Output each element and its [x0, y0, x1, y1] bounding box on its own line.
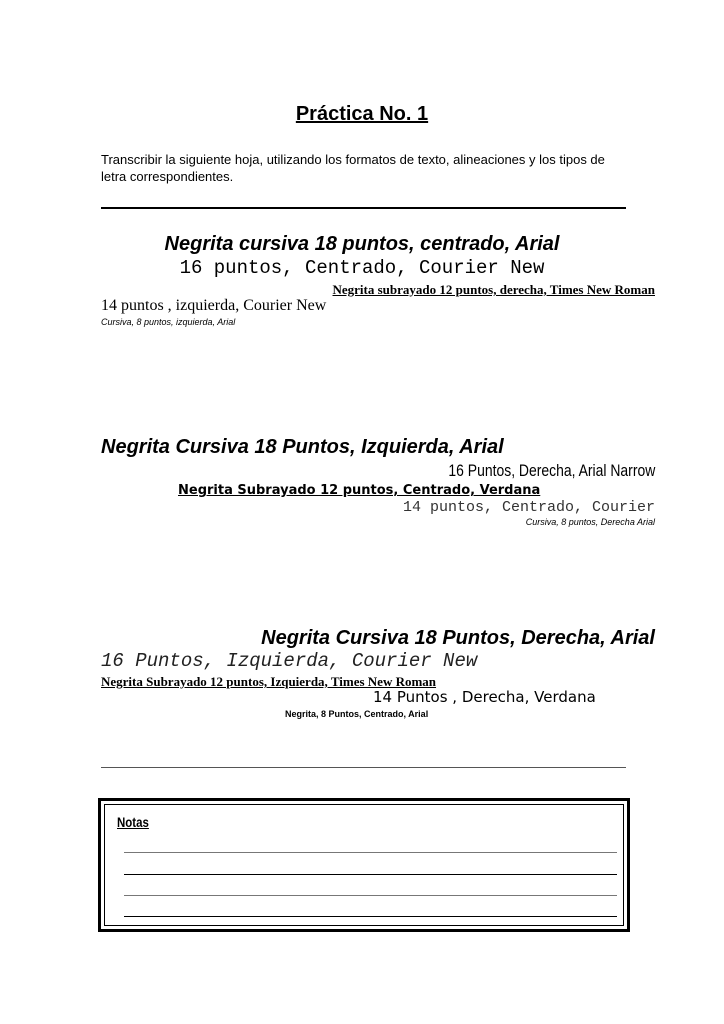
s3-line-verdana: 14 Puntos , Derecha, Verdana [373, 688, 596, 706]
s3-line-small: Negrita, 8 Puntos, Centrado, Arial [285, 709, 429, 719]
s3-heading: Negrita Cursiva 18 Puntos, Derecha, Arial [261, 627, 655, 649]
s2-heading: Negrita Cursiva 18 Puntos, Izquierda, Arial [101, 436, 504, 458]
s1-heading: Negrita cursiva 18 puntos, centrado, Arial [164, 233, 560, 255]
s2-line-verdana: Negrita Subrayado 12 puntos, Centrado, Verdana [178, 483, 541, 498]
note-line[interactable] [124, 852, 617, 853]
page-title: Práctica No. 1 [295, 103, 429, 125]
notes-title: Notas [117, 814, 149, 830]
s2-line-narrow: 16 Puntos, Derecha, Arial Narrow [448, 461, 655, 480]
note-line[interactable] [124, 874, 617, 875]
note-line[interactable] [124, 916, 617, 917]
s1-line-times: Negrita subrayado 12 puntos, derecha, Times New Roman [332, 282, 655, 297]
bottom-divider [101, 767, 626, 768]
s3-line-courier: 16 Puntos, Izquierda, Courier New [101, 650, 478, 672]
s2-line-small: Cursiva, 8 puntos, Derecha Arial [525, 517, 655, 527]
s1-line-14: 14 puntos , izquierda, Courier New [101, 297, 327, 314]
notes-inner-frame [104, 804, 624, 926]
s1-line-courier: 16 puntos, Centrado, Courier New [179, 257, 545, 279]
notes-box [98, 798, 630, 932]
note-line[interactable] [124, 895, 617, 896]
s2-line-courier: 14 puntos, Centrado, Courier [402, 499, 655, 516]
s3-line-times: Negrita Subrayado 12 puntos, Izquierda, Times New Roman [101, 674, 437, 689]
s1-line-small: Cursiva, 8 puntos, izquierda, Arial [101, 317, 236, 327]
top-divider [101, 207, 626, 209]
instructions-text: Transcribir la siguiente hoja, utilizando los formatos de texto, alineaciones y los tipos de letra correspondientes. [101, 152, 605, 184]
